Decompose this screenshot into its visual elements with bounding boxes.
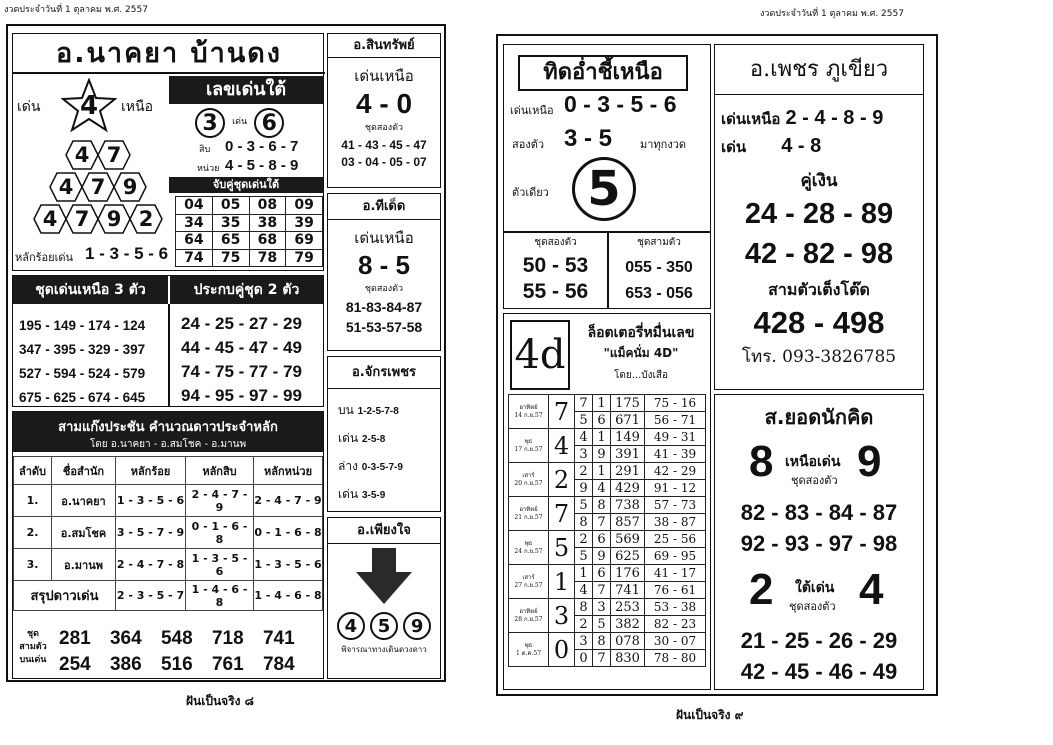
summary-sub: โดย อ.นาคยา - อ.สมโชค - อ.มานพ	[89, 439, 247, 450]
lotto-pair: 75 - 16	[645, 395, 706, 412]
lotto-digit: 6	[593, 565, 611, 582]
lotto-row	[509, 395, 706, 412]
phet-three: 428 - 498	[753, 305, 885, 340]
tid-note: มาทุกงวด	[640, 138, 687, 151]
sinsap-big: 4 - 0	[355, 88, 413, 119]
arrow-down-icon	[354, 548, 414, 606]
phet-pair-label: คู่เงิน	[800, 171, 838, 191]
three-digit-rows: 195 - 149 - 174 - 124 347 - 395 - 329 - 397 527 - 594 - 524 - 579 675 - 625 - 674 - 645	[19, 318, 146, 405]
lotto-big-digit: 1	[549, 565, 575, 599]
summary-table: ลำดับ ชื่อสำนัก หลักร้อย หลักสิบ หลักหน่วย 1. อ.นาคยา 1 - 3 - 5 - 6 2 - 4 - 7 - 9 2 - 4 - 7 - 9 2. อ.สมโชค 3 - 5 - 7 - 9 0 - 1 - 6 - 8 0 - 1 - 6 - 8 3. อ.มานพ 2 - 4 - 7 - 8 1 - 3 - 5 - 6 1 - 3 - 5 - 6 สรุปดาวเด่น 2 - 3 - 5 - 7 1 - 4 - 6 - 8 1 - 4 - 6 - 8	[13, 456, 323, 611]
pyramid-cell: 7	[65, 204, 99, 234]
phiangjai-title: อ.เพียงใจ	[328, 518, 440, 544]
phet-pair2: 42 - 82 - 98	[744, 238, 894, 270]
lotto-date: อาทิตย์ 28 ก.ย.57	[509, 599, 549, 633]
lower-mid: เด่น	[232, 117, 248, 127]
yod-bottom: 2 ใต้เด่น ชุดสองตัว 4	[749, 565, 884, 614]
lotto-digit: 7	[593, 650, 611, 667]
tidet-big: 8 - 5	[357, 250, 411, 280]
lotto-date: พุธ 24 ก.ย.57	[509, 531, 549, 565]
lotto-row	[509, 429, 706, 446]
lotto-digit: 7	[575, 395, 593, 412]
footer-right: ฝันเป็นจริง ๙	[676, 708, 744, 722]
tid-single-ring: 5	[572, 157, 636, 221]
lotto-triple: 391	[611, 446, 645, 463]
lotto-triple: 078	[611, 633, 645, 650]
tid-pairs: 50 - 53 55 - 56	[522, 254, 589, 303]
jakphet-panel	[327, 356, 441, 512]
lotto-digit: 6	[593, 412, 611, 429]
lotto-triple: 429	[611, 480, 645, 497]
tid-two: 3 - 5	[564, 125, 613, 152]
star-number: 4	[79, 91, 99, 121]
tidet-r2: 51-53-57-58	[345, 319, 423, 335]
lotto-big-digit: 7	[549, 497, 575, 531]
phet-three-label: สามตัวเต็งโต๊ด	[768, 280, 870, 299]
tidet-den: เด่นเหนือ	[354, 229, 414, 247]
phiangjai-nums: 4 5 9	[328, 612, 440, 640]
footer-left: ฝันเป็นจริง ๘	[186, 694, 254, 708]
yod-panel	[714, 394, 924, 690]
lotto-triple: 149	[611, 429, 645, 446]
yod-title: ส.ยอดนักคิด	[764, 405, 874, 429]
lotto-triple: 175	[611, 395, 645, 412]
nakaya-title: อ.นาคยา บ้านดง	[13, 34, 325, 74]
lotto-badge: 4d	[510, 320, 570, 390]
lotto-digit: 7	[593, 514, 611, 531]
divider	[168, 304, 170, 406]
yod-r2: 92 - 93 - 97 - 98	[740, 531, 898, 556]
tens-label: สิบ	[199, 145, 211, 155]
units-label: หน่วย	[197, 164, 220, 174]
lotto-triple: 382	[611, 616, 645, 633]
pyramid-cell: 9	[113, 172, 147, 202]
lotto-digit: 0	[575, 650, 593, 667]
lotto-triple: 738	[611, 497, 645, 514]
tid-single-label: ตัวเดียว	[512, 186, 549, 199]
lotto-digit: 1	[593, 395, 611, 412]
lotto-row	[509, 599, 706, 616]
tid-triples: 055 - 350 653 - 056	[625, 259, 693, 302]
lotto-date: อาทิตย์ 21 ก.ย.57	[509, 497, 549, 531]
phet-title: อ.เพชร ภูเขียว	[715, 45, 923, 95]
lotto-digit: 5	[575, 412, 593, 429]
lotto-digit: 2	[575, 531, 593, 548]
lotto-row	[509, 497, 706, 514]
lotto-row	[509, 463, 706, 480]
tid-title: ทิดอ่ำชี้เหนือ	[518, 55, 688, 91]
lotto-pair: 69 - 95	[645, 548, 706, 565]
pyramid-cell: 4	[65, 140, 99, 170]
lotto-table	[508, 394, 706, 667]
hundreds-label: หลักร้อยเด่น	[15, 251, 74, 264]
pyramid-cell: 4	[49, 172, 83, 202]
lotto-triple: 291	[611, 463, 645, 480]
sinsap-den: เด่นเหนือ	[354, 67, 414, 85]
lotto-pair: 30 - 07	[645, 633, 706, 650]
sinsap-title: อ.สินทรัพย์	[328, 34, 440, 58]
lotto-pair: 49 - 31	[645, 429, 706, 446]
sinsap-sub: ชุดสองตัว	[364, 123, 404, 133]
lotto-digit: 2	[575, 463, 593, 480]
lotto-date: อาทิตย์ 14 ก.ย.57	[509, 395, 549, 429]
lotto-pair: 56 - 71	[645, 412, 706, 429]
hundreds-value: 1 - 3 - 5 - 6	[85, 244, 169, 263]
tid-triple-label: ชุดสามตัว	[637, 237, 681, 248]
pyramid-cell: 2	[129, 204, 163, 234]
jakphet-rows: บน 1-2-5-7-8 เด่น 2-5-8 ล่าง 0-3-5-7-9 เด่น 3-5-9	[338, 403, 403, 501]
yod-r3: 21 - 25 - 26 - 29	[740, 628, 898, 653]
lotto-panel	[503, 313, 711, 690]
yod-top: 8 เหนือเด่น ชุดสองตัว 9	[749, 437, 882, 487]
lotto-pair: 53 - 38	[645, 599, 706, 616]
set-label: ชุด สามตัว บนเด่น	[19, 629, 47, 665]
lotto-digit: 4	[575, 582, 593, 599]
tid-den: 0 - 3 - 5 - 6	[564, 91, 677, 117]
units-value: 4 - 5 - 8 - 9	[225, 157, 299, 174]
pyramid-cell: 7	[97, 140, 131, 170]
lotto-triple: 253	[611, 599, 645, 616]
lotto-pair: 57 - 73	[645, 497, 706, 514]
phet-den2-row: เด่น 4 - 8	[721, 135, 822, 157]
lotto-triple: 569	[611, 531, 645, 548]
tid-pair-label: ชุดสองตัว	[534, 237, 577, 248]
sinsap-r1: 41 - 43 - 45 - 47	[341, 138, 427, 152]
den-prefix: เด่น	[17, 99, 41, 115]
lotto-pair: 38 - 87	[645, 514, 706, 531]
lotto-pair: 41 - 17	[645, 565, 706, 582]
lower-b: 6	[254, 108, 284, 138]
lotto-big-digit: 0	[549, 633, 575, 667]
summary-title: สามแก๊งประชัน คำนวณดาวประจำหลัก	[58, 420, 278, 435]
nakaya-panel	[12, 33, 324, 271]
page-header-left: งวดประจำวันที่ 1 ตุลาคม พ.ศ. 2557	[4, 5, 148, 15]
lotto-pair: 82 - 23	[645, 616, 706, 633]
yod-r4: 42 - 45 - 46 - 49	[740, 659, 898, 684]
pyramid-cell: 4	[33, 204, 67, 234]
lotto-triple: 176	[611, 565, 645, 582]
summary-panel	[12, 411, 324, 679]
summary-header	[13, 412, 323, 452]
lotto-digit: 8	[593, 633, 611, 650]
lotto-digit: 8	[575, 514, 593, 531]
tens-value: 0 - 3 - 6 - 7	[225, 138, 299, 155]
lotto-title: ล็อตเตอรี่หมื่นเลข	[587, 325, 695, 341]
lotto-pair: 41 - 39	[645, 446, 706, 463]
lotto-by: โดย...บังเสือ	[613, 370, 669, 381]
lower-pair	[195, 108, 284, 138]
tidet-title: อ.ทีเด็ด	[328, 194, 440, 220]
lotto-digit: 1	[593, 429, 611, 446]
lotto-date: เสาร์ 20 ก.ย.57	[509, 463, 549, 497]
tidet-r1: 81-83-84-87	[345, 299, 423, 315]
lotto-triple: 625	[611, 548, 645, 565]
sinsap-panel	[327, 33, 441, 188]
lotto-row	[509, 531, 706, 548]
set-row-1: 281 364 548 718 741	[59, 628, 295, 649]
lotto-pair: 91 - 12	[645, 480, 706, 497]
lotto-row	[509, 565, 706, 582]
tid-panel	[503, 44, 711, 309]
lotto-digit: 8	[575, 599, 593, 616]
lotto-digit: 2	[575, 616, 593, 633]
lotto-digit: 9	[575, 480, 593, 497]
lotto-triple: 671	[611, 412, 645, 429]
jakphet-title: อ.จักรเพชร	[328, 357, 440, 389]
lotto-pair: 76 - 61	[645, 582, 706, 599]
two-digit-title: ประกบคู่ชุด 2 ตัว	[170, 276, 323, 304]
set-row-2: 254 386 516 761 784	[59, 654, 295, 675]
lotto-digit: 5	[575, 548, 593, 565]
lotto-digit: 5	[575, 497, 593, 514]
lotto-digit: 6	[593, 531, 611, 548]
lotto-digit: 3	[593, 599, 611, 616]
phiangjai-caption: พิจารณาทางเดินดวงดาว	[341, 645, 427, 654]
sinsap-r2: 03 - 04 - 05 - 07	[341, 155, 427, 169]
lotto-digit: 7	[593, 582, 611, 599]
pairs-grid: 04 05 08 09 34 35 38 39 64 65 68 69 74 75 78 79	[175, 196, 323, 267]
pairs-title: จับคู่ชุดเด่นใต้	[169, 177, 323, 193]
tidet-sub: ชุดสองตัว	[364, 284, 404, 294]
lotto-triple: 741	[611, 582, 645, 599]
lotto-digit: 8	[593, 497, 611, 514]
lotto-big-digit: 3	[549, 599, 575, 633]
sets-panel	[12, 275, 324, 407]
lotto-date: เสาร์ 27 ก.ย.57	[509, 565, 549, 599]
lotto-sub: "แม็คนั่ม 4D"	[603, 346, 679, 360]
pyramid-cell: 7	[81, 172, 115, 202]
lotto-digit: 1	[593, 463, 611, 480]
two-digit-rows: 24 - 25 - 27 - 29 44 - 45 - 47 - 49 74 - 75 - 77 - 79 94 - 95 - 97 - 99	[181, 314, 302, 405]
lotto-triple: 830	[611, 650, 645, 667]
tid-two-label: สองตัว	[512, 138, 545, 151]
lotto-big-digit: 5	[549, 531, 575, 565]
lower-a: 3	[195, 108, 225, 138]
lotto-digit: 5	[593, 616, 611, 633]
lotto-pair: 78 - 80	[645, 650, 706, 667]
tid-den-label: เด่นเหนือ	[510, 104, 554, 117]
lotto-row	[509, 633, 706, 650]
lotto-triple: 857	[611, 514, 645, 531]
three-digit-title: ชุดเด่นเหนือ 3 ตัว	[13, 276, 168, 304]
tidet-panel	[327, 193, 441, 351]
lotto-digit: 1	[575, 565, 593, 582]
lotto-pair: 25 - 56	[645, 531, 706, 548]
lotto-digit: 3	[575, 446, 593, 463]
lotto-digit: 3	[575, 633, 593, 650]
star-badge	[61, 78, 117, 134]
yod-r1: 82 - 83 - 84 - 87	[740, 500, 898, 525]
lotto-digit: 9	[593, 446, 611, 463]
lotto-date: พุธ 17 ก.ย.57	[509, 429, 549, 463]
lotto-digit: 4	[575, 429, 593, 446]
phet-pair1: 24 - 28 - 89	[744, 198, 894, 230]
lotto-date: พุธ 1 ต.ค.57	[509, 633, 549, 667]
lotto-big-digit: 7	[549, 395, 575, 429]
lotto-digit: 4	[593, 480, 611, 497]
lotto-big-digit: 4	[549, 429, 575, 463]
phet-den-row: เด่นเหนือ 2 - 4 - 8 - 9	[721, 107, 884, 129]
phet-phone: โทร. 093-3826785	[741, 347, 897, 367]
lotto-digit: 9	[593, 548, 611, 565]
page-header-right: งวดประจำวันที่ 1 ตุลาคม พ.ศ. 2557	[760, 9, 904, 19]
lotto-big-digit: 2	[549, 463, 575, 497]
lower-title: เลขเด่นใต้	[169, 76, 323, 104]
pyramid-cell: 9	[97, 204, 131, 234]
phiangjai-panel	[327, 517, 441, 679]
den-suffix: เหนือ	[121, 99, 153, 115]
phet-panel	[714, 44, 924, 390]
lotto-pair: 42 - 29	[645, 463, 706, 480]
